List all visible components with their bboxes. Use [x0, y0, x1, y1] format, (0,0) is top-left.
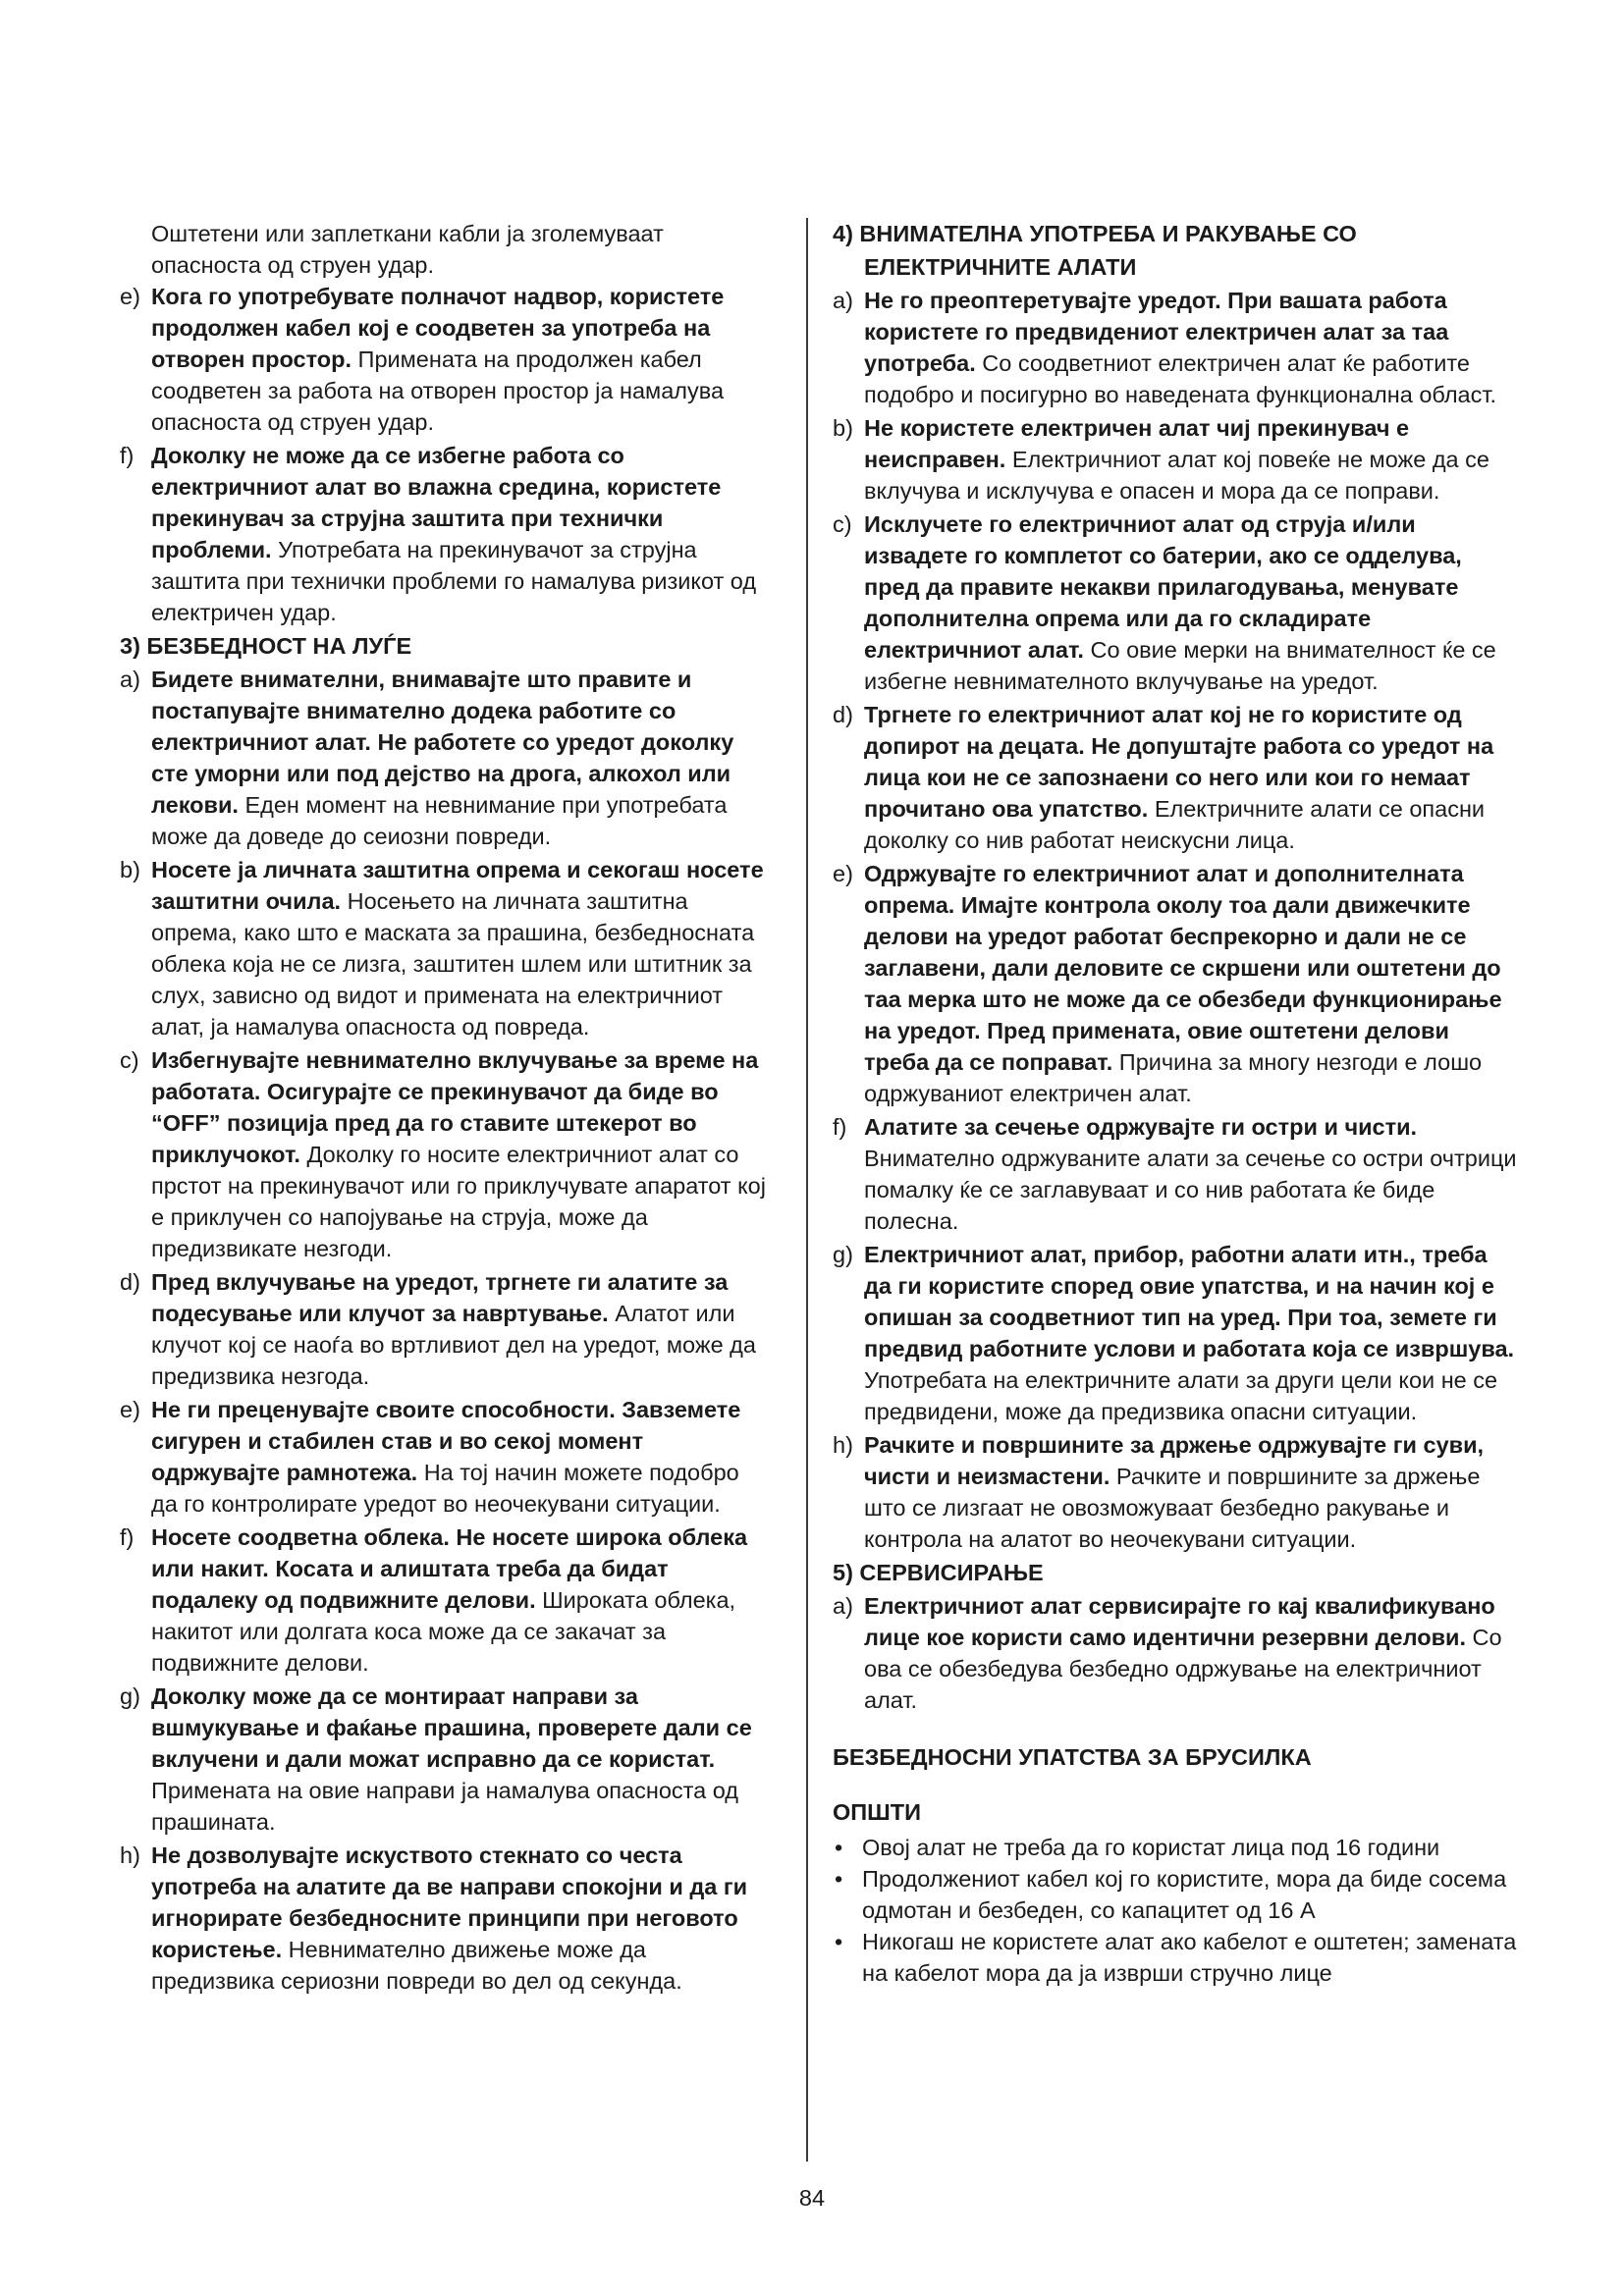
item-marker: a) [833, 1593, 853, 1619]
item-text: Со овие мерки на внимателност ќе се избегне невнимателното вклучување на уредот. [864, 637, 1496, 694]
bullet-text: Продолжениот кабел кој го користите, мора да биде сосема одмотан и безбеден, со капацитет од 16 A [862, 1866, 1507, 1923]
list-item [120, 664, 768, 852]
item-bold-text: Алатите за сечење одржувајте ги остри и чисти. [864, 1114, 1418, 1140]
item-marker: e) [120, 284, 140, 309]
item-marker: b) [120, 857, 140, 882]
bullet-item [833, 1926, 1520, 1989]
item-bold-text: Пред вклучување на уредот, тргнете ги алатите за подесување или клучот за навртување. [151, 1269, 729, 1326]
item-text: Употребата на прекинувачот за струјна заштита при технички проблеми го намалува ризикот од електричен удар. [151, 537, 757, 625]
item-bold-text: Електричниот алат сервисирајте го кај квалификувано лице кое користи само идентични резервни делови. [864, 1593, 1495, 1650]
page-number: 84 [798, 2185, 826, 2211]
item-text: Електричниот алат кој повеќе не може да се вклучува и исклучува е опасен и мора да се поправи. [864, 447, 1489, 504]
intro-paragraph: Оштетени или заплеткани кабли ја зголемуваат опасноста од струен удар. [151, 221, 664, 278]
personal-safety-list [120, 664, 768, 1997]
bullet-icon: • [835, 1929, 843, 1954]
list-item [833, 699, 1520, 856]
item-text: Со ова се обезбедува безбедно одржување на електричниот алат. [864, 1625, 1502, 1713]
item-text: Со соодветниот електричен алат ќе работите подобро и посигурно во наведената функционална област. [864, 350, 1497, 407]
item-text: Примената на продолжен кабел соодветен за работа на отворен простор ја намалува опасноста од струен удар. [151, 347, 725, 435]
item-marker: g) [120, 1683, 140, 1709]
item-marker: e) [120, 1397, 140, 1422]
item-bold-text: Бидете внимателни, внимавајте што правите и постапувајте внимателно додека работите со електричниот алат. Не работете со уредот доколку сте уморни или под дејство на дрога, алкохол или лекови. [151, 667, 734, 818]
item-marker: b) [833, 415, 853, 441]
left-column [120, 218, 768, 1999]
item-text: Внимателно одржуваните алати за сечење со остри очтрици помалку ќе се заглавуваат и со нив работата ќе биде полесна. [864, 1146, 1517, 1234]
right-column [833, 218, 1520, 1989]
item-bold-text: Рачките и површините за држење одржувајте ги суви, чисти и неизмастени. [864, 1432, 1485, 1489]
general-bullet-list [833, 1832, 1520, 1989]
bullet-icon: • [835, 1866, 843, 1892]
item-text: Примената на овие направи ја намалува опасноста од прашината. [151, 1778, 738, 1835]
item-bold-text: Доколку не може да се избегне работа со електричниот алат во влажна средина, користете прекинувач за струјна заштита при технички проблеми. [151, 443, 722, 562]
service-list [833, 1590, 1520, 1716]
item-marker: f) [833, 1114, 847, 1140]
item-bold-text: Не дозволувајте искуството стекнато со честа употреба на алатите да ве направи спокојни и да ги игнорирате безбедносните принципи при неговото користење. [151, 1842, 748, 1962]
item-marker: c) [120, 1047, 139, 1073]
list-item [833, 858, 1520, 1109]
item-bold-text: Електричниот алат, прибор, работни алати итн., треба да ги користите според овие упатства, и на начин кој е опишан за соодветниот тип на уред. При тоа, земете ги предвид работните услови и работата која се извршува. [864, 1242, 1515, 1362]
list-item [833, 1429, 1520, 1555]
bullet-text: Никогаш не користете алат ако кабелот е оштетен; замената на кабелот мора да ја изврши стручно лице [862, 1929, 1517, 1986]
item-marker: h) [120, 1842, 140, 1868]
list-item [120, 1394, 768, 1520]
item-text: Широката облека, накитот или долгата коса може да се закачат за подвижните делови. [151, 1587, 736, 1676]
item-marker: c) [833, 511, 852, 537]
item-marker: a) [833, 288, 853, 313]
item-marker: h) [833, 1432, 853, 1458]
item-bold-text: Носете соодветна облека. Не носете широка облека или накит. Косата и алиштата треба да бидат подалеку од подвижните делови. [151, 1524, 748, 1613]
item-marker: d) [120, 1269, 140, 1295]
list-item [120, 854, 768, 1042]
list-item [833, 1590, 1520, 1716]
item-text: Носењето на личната заштитна опрема, како што е маската за прашина, безбедносната облека која не се лизга, заштитен шлем или штитник за слух, зависно од видот и примената на електричниот алат, ја намалува опасноста од повреда. [151, 888, 755, 1040]
list-item [120, 440, 768, 628]
section-5-title: 5) СЕРВИСИРАЊЕ [833, 1560, 1044, 1585]
list-item [833, 1111, 1520, 1237]
item-marker: e) [833, 861, 853, 886]
list-item [833, 285, 1520, 410]
list-item [833, 412, 1520, 507]
list-item [120, 1522, 768, 1679]
item-bold-text: Доколку може да се монтираат направи за вшмукување и фаќање прашина, проверете дали се вклучени и дали можат исправно да се користат. [151, 1683, 752, 1772]
bullet-text: Овој алат не треба да го користат лица под 16 години [862, 1835, 1440, 1860]
item-text: Причина за многу незгоди е лошо одржуваниот електричен алат. [864, 1049, 1483, 1106]
item-marker: f) [120, 1524, 135, 1550]
grinder-safety-title: БЕЗБЕДНОСНИ УПАТСТВА ЗА БРУСИЛКА [833, 1744, 1312, 1770]
list-item [833, 1239, 1520, 1427]
item-text: Невнимателно движење може да предизвика сериозни повреди во дел од секунда. [151, 1937, 682, 1994]
list-item [120, 1266, 768, 1392]
bullet-item [833, 1863, 1520, 1926]
bullet-icon: • [835, 1835, 843, 1860]
item-bold-text: Одржувајте го електричниот алат и дополнителната опрема. Имајте контрола околу тоа дали движечките делови на уредот работат беспрекорно и дали не се заглавени, дали деловите се скршени или оштетени до таа мерка што не може да се обезбеди функционирање на уредот. Пред примената, овие оштетени делови треба да се поправат. [864, 861, 1502, 1075]
electrical-safety-list [120, 281, 768, 628]
item-text: Доколку го носите електричниот алат со прстот на прекинувачот или го приклучувате апаратот кој е приклучен со напојување на струја, може да предизвикате незгоди. [151, 1142, 766, 1261]
item-marker: a) [120, 667, 140, 692]
item-bold-text: Избегнувајте невнимателно вклучување за време на работата. Осигурајте се прекинувачот да биде во “OFF” позиција пред да го ставите штекерот во приклучокот. [151, 1047, 759, 1167]
list-item [120, 1840, 768, 1997]
item-text: Алатот или клучот кој се наоѓа во вртливиот дел на уредот, може да предизвика незгода. [151, 1301, 756, 1389]
item-bold-text: Кога го употребувате полначот надвор, користете продолжен кабел кој е соодветен за употреба на отворен простор. [151, 284, 725, 372]
item-text: Еден момент на невнимание при употребата може да доведе до сеиозни повреди. [151, 792, 728, 849]
section-3-title: 3) БЕЗБЕДНОСТ НА ЛУЃЕ [120, 633, 412, 659]
item-bold-text: Не ги преценувајте своите способности. Завземете сигурен и стабилен став и во секој момент одржувајте рамнотежа. [151, 1397, 741, 1485]
item-bold-text: Носете ја личната заштитна опрема и секогаш носете заштитни очила. [151, 857, 764, 914]
item-marker: d) [833, 702, 853, 727]
general-title: ОПШТИ [833, 1799, 922, 1825]
column-divider [806, 218, 808, 2162]
item-text: Електричните алати се опасни доколку со нив работат неискусни лица. [864, 796, 1486, 853]
item-bold-text: Не го преоптеретувајте уредот. При вашата работа користете го предвидениот електричен алат за таа употреба. [864, 288, 1449, 376]
list-item [120, 1681, 768, 1838]
list-item [120, 1044, 768, 1264]
item-bold-text: Не користете електричен алат чиј прекинувач е неисправен. [864, 415, 1410, 472]
section-4-title-line-1: 4) ВНИМАТЕЛНА УПОТРЕБА И РАКУВАЊЕ СО [833, 221, 1357, 246]
list-item [120, 281, 768, 438]
item-bold-text: Тргнете го електричниот алат кој не го користите од допирот на децата. Не допуштајте работа со уредот на лица кои не се запознаени со него или кои го немаат прочитано ова упатство. [864, 702, 1494, 822]
list-item [833, 508, 1520, 697]
section-4-title-line-2: ЕЛЕКТРИЧНИТЕ АЛАТИ [864, 254, 1137, 280]
bullet-item [833, 1832, 1520, 1863]
item-marker: g) [833, 1242, 853, 1267]
item-text: На тој начин можете подобро да го контролирате уредот во неочекувани ситуации. [151, 1460, 739, 1517]
item-marker: f) [120, 443, 135, 468]
tool-use-list [833, 285, 1520, 1555]
item-text: Рачките и површините за држење што се лизгаат не овозможуваат безбедно ракување и контрола на алатот во неочекувани ситуации. [864, 1464, 1481, 1552]
item-bold-text: Исклучете го електричниот алат од струја и/или извадете го комплетот со батерии, ако се одделува, пред да правите некакви прилагодувања, менувате дополнителна опрема или да го складирате електричниот алат. [864, 511, 1462, 663]
item-text: Употребата на електричните алати за други цели кои не се предвидени, може да предизвика опасни ситуации. [864, 1367, 1498, 1424]
